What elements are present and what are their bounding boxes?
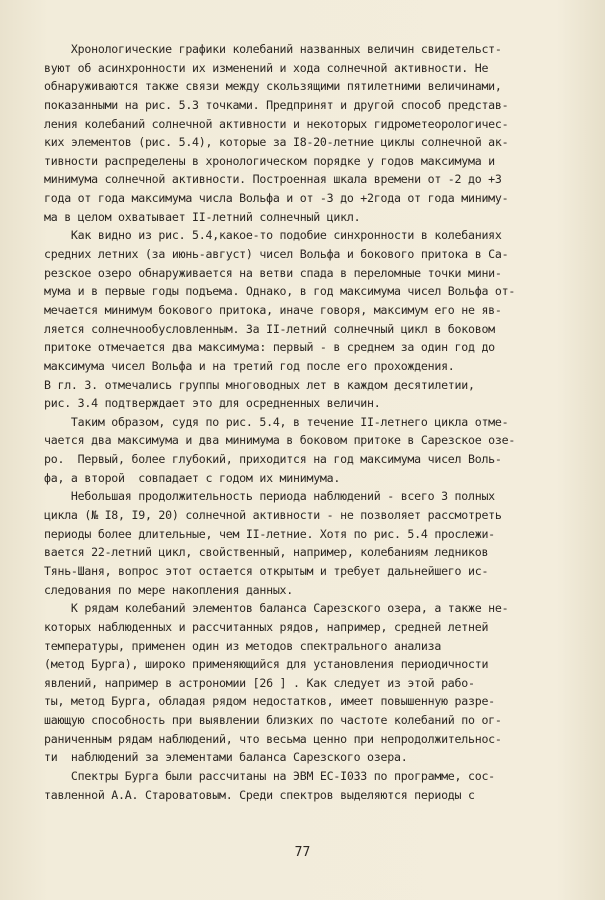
text-line: следования по мере накопления данных. [44,582,294,597]
text-line: ти наблюдений за элементами баланса Сарезского озера. [44,750,408,765]
text-line: вуют об асинхронности их изменений и хода солнечной активности. Не [44,60,489,75]
text-line: минимума солнечной активности. Построенная шкала времени от -2 до +3 [44,172,502,187]
text-line: ляется солнечнообусловленным. За II-летний солнечный цикл в боковом [44,321,495,336]
body-text [44,40,564,804]
text-line: ма в целом охватывает II-летний солнечный цикл. [44,209,361,224]
text-line: периоды более длительные, чем II-летние. Хотя по рис. 5.4 прослежи- [44,526,495,541]
text-line: средних летних (за июнь-август) чисел Вольфа и бокового притока в Са- [44,247,509,262]
text-line: Как видно из рис. 5.4,какое-то подобие синхронности в колебаниях [44,228,502,243]
text-line: тивности распределены в хронологическом порядке у годов максимума и [44,153,495,168]
text-line: Тянь-Шаня, вопрос этот остается открытым и требует дальнейшего ис- [44,563,489,578]
text-line: показанными на рис. 5.3 точками. Предпринят и другой способ представ- [44,97,509,112]
text-line: мума и в первые годы подъема. Однако, в год максимума чисел Вольфа от- [44,284,516,299]
text-line: которых наблюденных и рассчитанных рядов, например, средней летней [44,619,489,634]
text-line: Таким образом, судя по рис. 5.4, в течение II-летнего цикла отме- [44,414,509,429]
text-line: В гл. 3. отмечались группы многоводных лет в каждом десятилетии, [44,377,475,392]
text-line: тавленной А.А. Староватовым. Среди спектров выделяются периоды с [44,787,475,802]
text-line: ких элементов (рис. 5.4), которые за I8-20-летние циклы солнечной ак- [44,135,509,150]
text-line: Хронологические графики колебаний названных величин свидетельст- [44,42,502,56]
text-line: резское озеро обнаруживается на ветви спада в переломные точки мини- [44,265,502,280]
text-line: чается два максимума и два минимума в боковом притоке в Сарезское озе- [44,433,516,448]
text-line: максимума чисел Вольфа и на третий год после его прохождения. [44,358,455,373]
text-line: ро. Первый, более глубокий, приходится на год максимума чисел Воль- [44,452,502,467]
text-line: шающую способность при выявлении близких по частоте колебаний по ог- [44,713,502,728]
text-line: рис. 3.4 подтверждает это для осредненных величин. [44,396,381,411]
text-line: раниченным рядам наблюдений, что весьма ценно при непродолжительнос- [44,731,502,746]
text-line: ты, метод Бурга, обладая рядом недостатков, имеет повышенную разре- [44,694,495,709]
text-line: Спектры Бурга были рассчитаны на ЭВМ ЕС-I033 по программе, сос- [44,768,495,783]
text-line: температуры, применен один из методов спектрального анализа [44,638,442,653]
text-line: фа, а второй совпадает с годом их минимума. [44,470,341,485]
text-line: притоке отмечается два максимума: первый - в среднем за один год до [44,340,495,355]
text-line: К рядам колебаний элементов баланса Сарезского озера, а также не- [44,601,509,616]
text-line: мечается минимум бокового притока, иначе говоря, максимум его не яв- [44,302,502,317]
text-line: ления колебаний солнечной активности и некоторых гидрометеорологичес- [44,116,509,131]
text-line: обнаруживаются также связи между скользящими пятилетними величинами, [44,79,502,94]
text-line: явлений, например в астрономии [26 ] . Как следует из этой рабо- [44,675,475,690]
text-line: года от года максимума числа Вольфа и от -3 до +2года от года миниму- [44,191,509,206]
text-line: (метод Бурга), широко применяющийся для установления периодичности [44,657,489,672]
page-number: 77 [294,845,311,860]
text-line: Небольшая продолжительность периода наблюдений - всего 3 полных [44,489,495,504]
text-line: вается 22-летний цикл, свойственный, например, колебаниям ледников [44,545,489,560]
text-line: цикла (№ I8, I9, 20) солнечной активности - не позволяет рассмотреть [44,508,502,523]
